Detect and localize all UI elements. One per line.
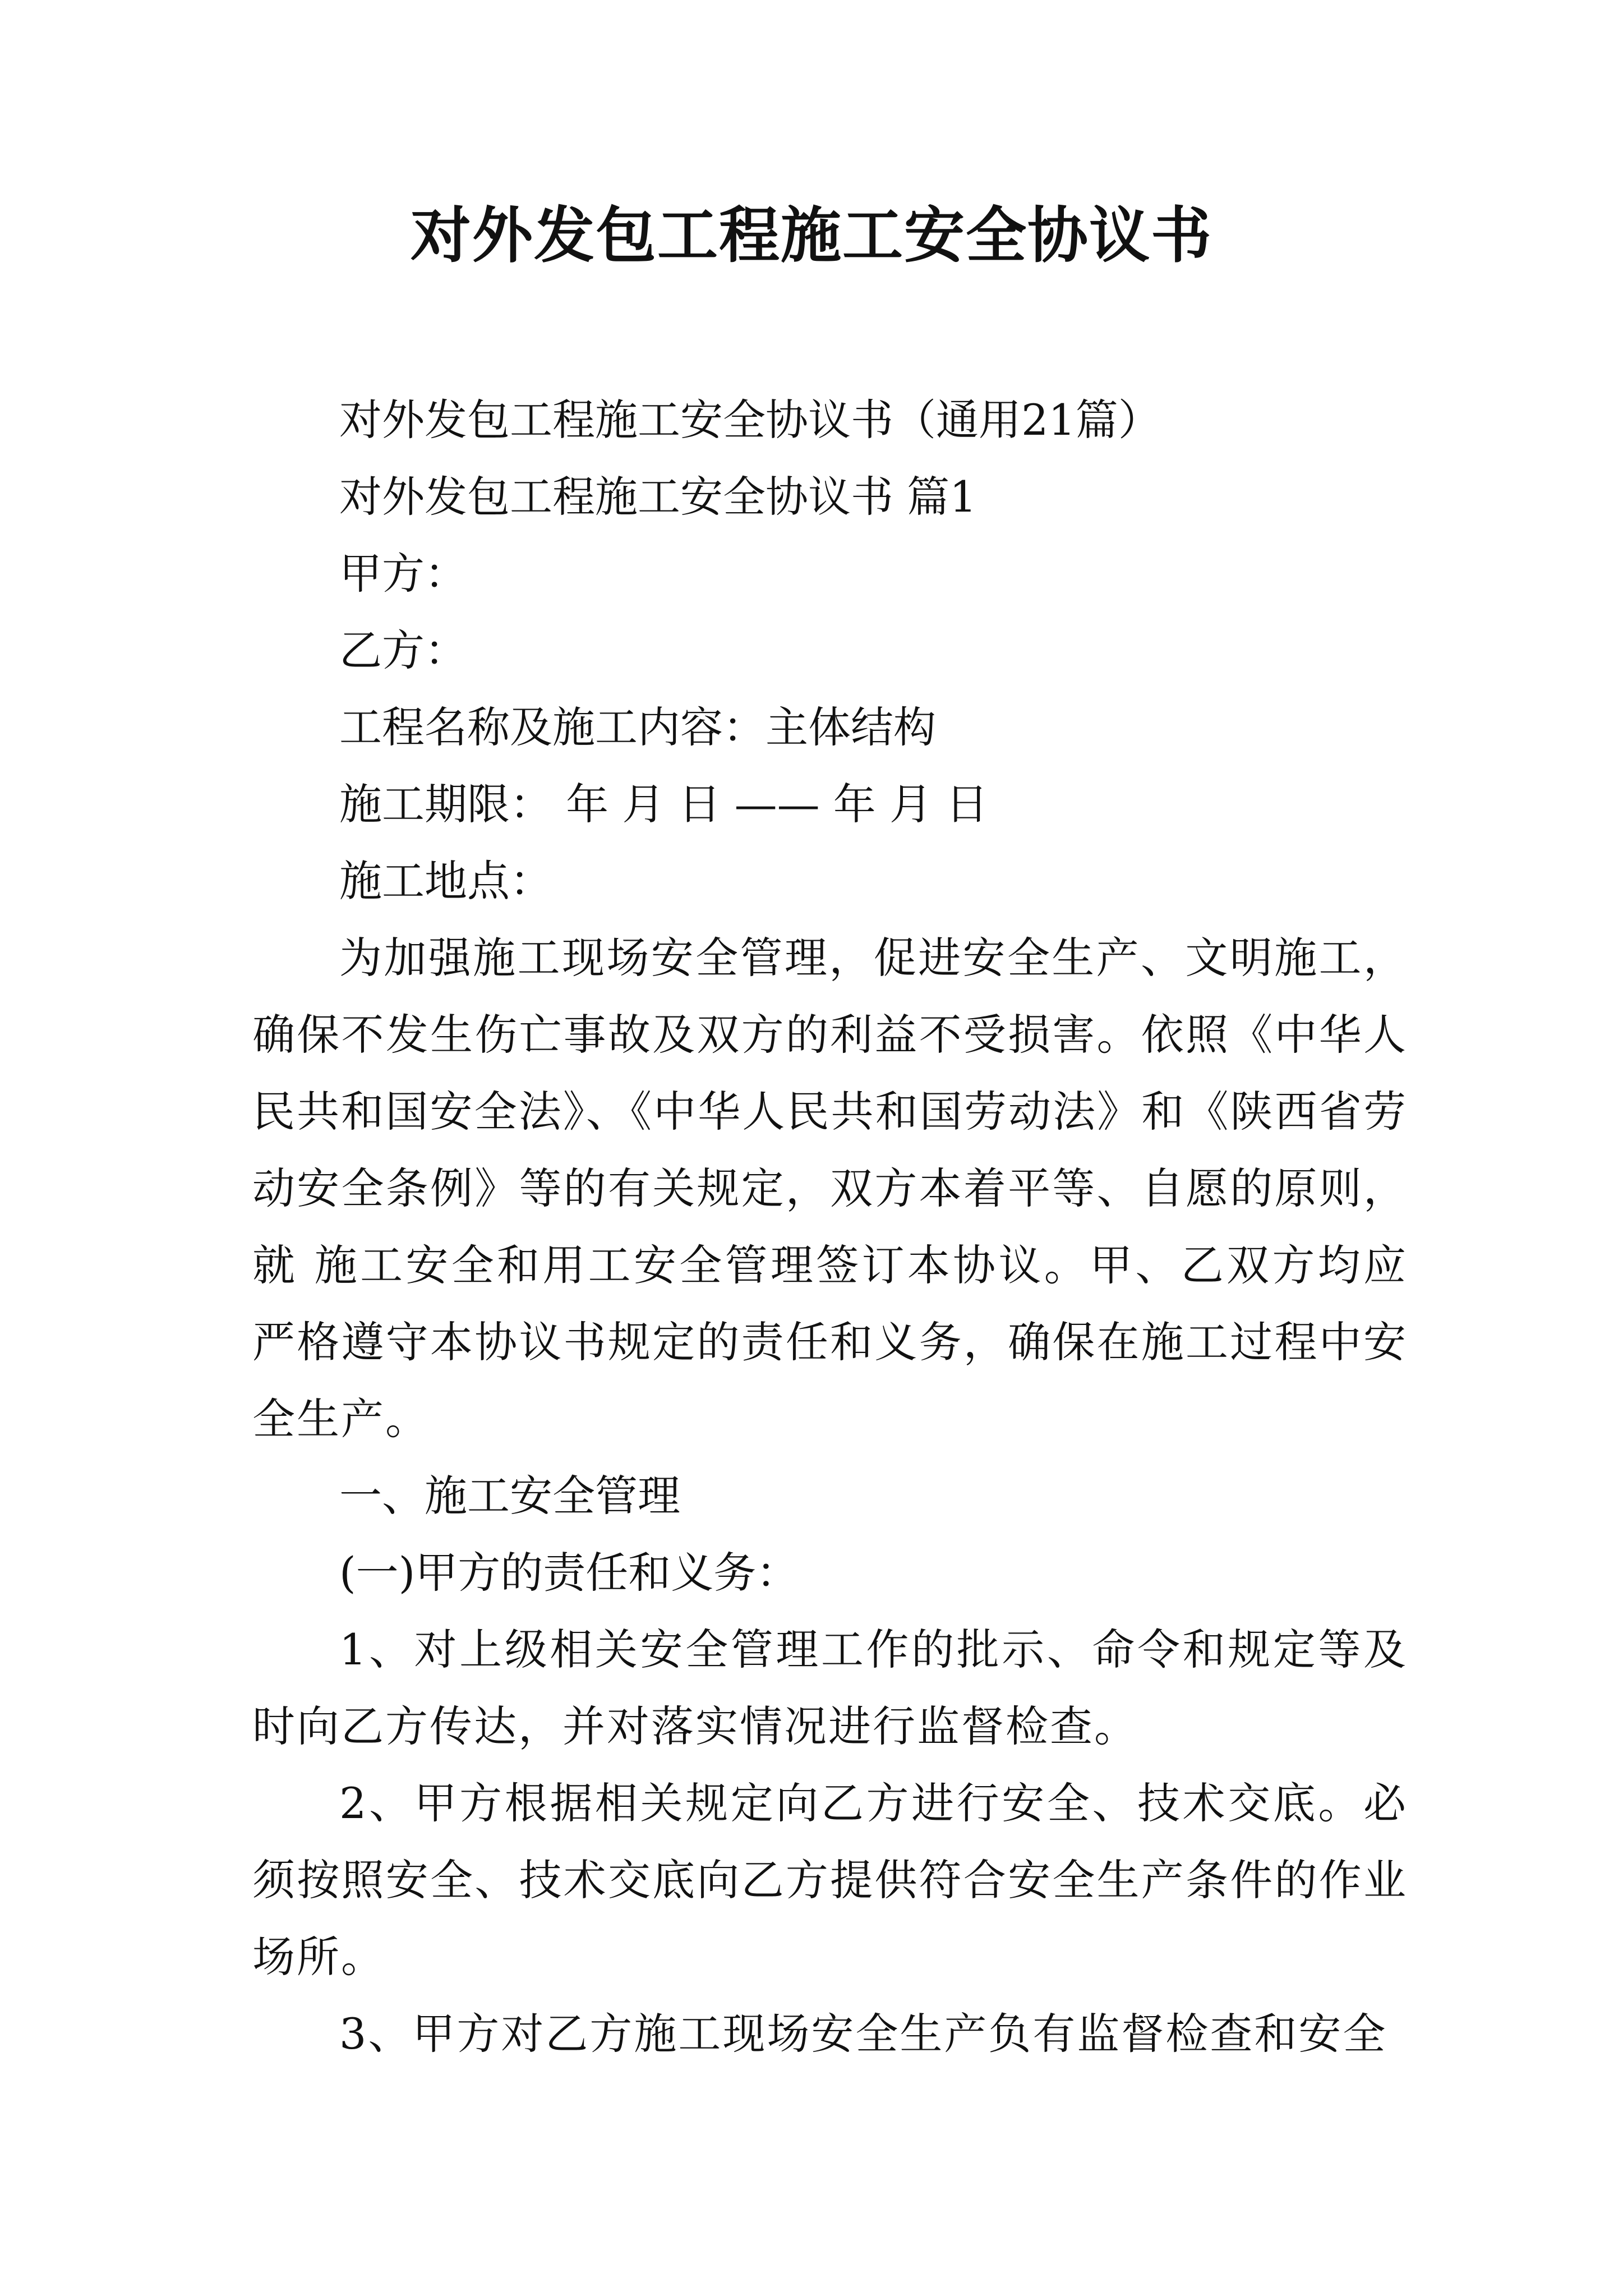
subtitle-line: 对外发包工程施工安全协议书（通用21篇） — [339, 395, 1161, 445]
construction-site-line: 施工地点： — [339, 856, 552, 906]
list-item: 3、甲方对乙方施工现场安全生产负有监督检查和安全 — [339, 2009, 1387, 2059]
project-name-line: 工程名称及施工内容：主体结构 — [339, 702, 936, 752]
construction-period-line: 施工期限： 年 月 日 —— 年 月 日 — [339, 779, 989, 829]
list-item: 2、甲方根据相关规定向乙方进行安全、技术交底。必须按照安全、技术交底向乙方提供符合安全生产条件的作业场所。 — [252, 1778, 1408, 1982]
party-a-line: 甲方： — [339, 549, 467, 599]
party-b-line: 乙方： — [339, 625, 467, 675]
document-title: 对外发包工程施工安全协议书 — [410, 200, 1212, 271]
intro-paragraph: 为加强施工现场安全管理，促进安全生产、文明施工，确保不发生伤亡事故及双方的利益不受损害。依照《中华人民共和国安全法》、《中华人民共和国劳动法》和《陕西省劳动安全条例》等的有关规定，双方本着平等、自愿的原则，就 施工安全和用工安全管理签订本协议。甲、乙双方均应严格遵守本协议书规定的责任和义务，确保在施工过程中安全生产。 — [252, 933, 1408, 1444]
section-heading: 一、施工安全管理 — [339, 1471, 680, 1521]
document-body — [252, 381, 1408, 2072]
list-item: 1、对上级相关安全管理工作的批示、命令和规定等及时向乙方传达，并对落实情况进行监督检查。 — [252, 1625, 1408, 1751]
chapter-heading: 对外发包工程施工安全协议书 篇1 — [339, 472, 977, 522]
subsection-heading: (一)甲方的责任和义务： — [339, 1548, 799, 1598]
